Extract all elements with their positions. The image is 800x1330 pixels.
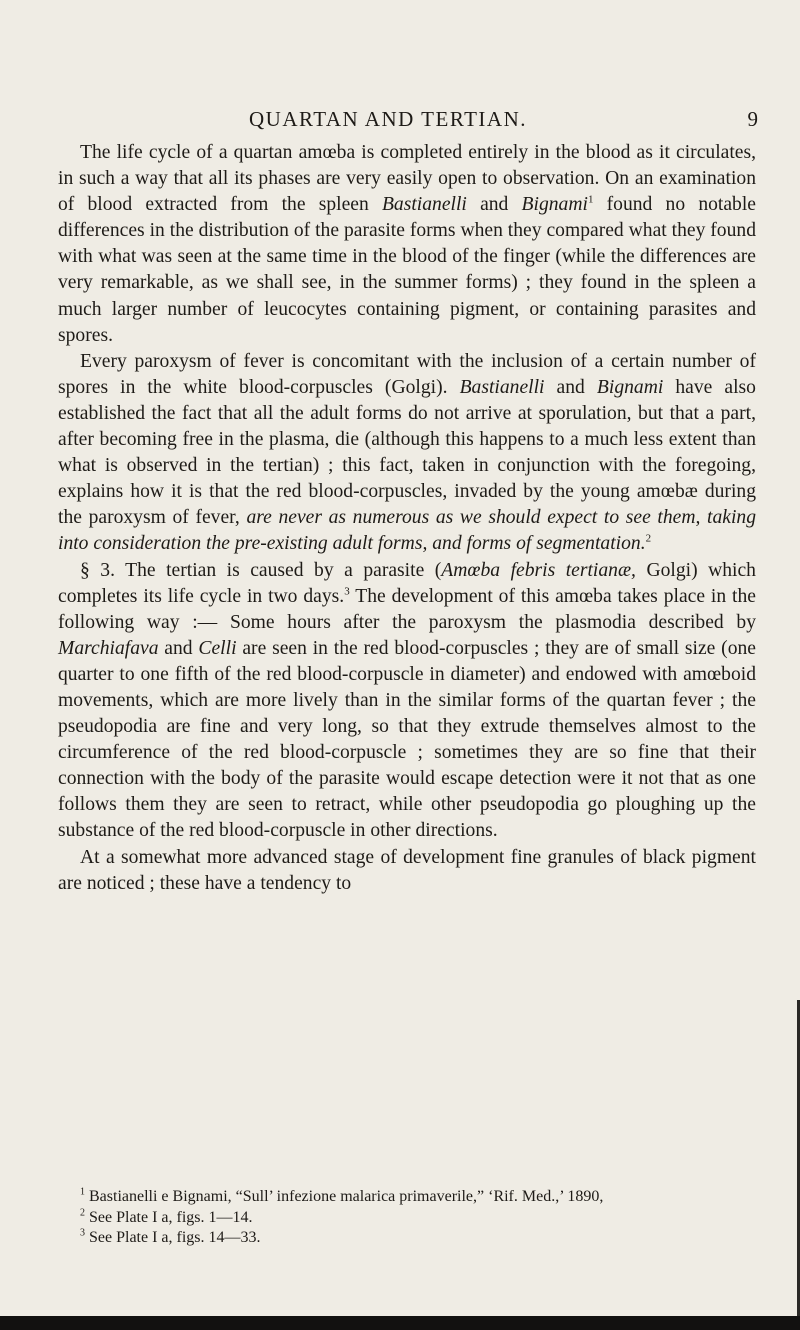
text-run: At a somewhat more advanced stage of development fine granules of black pigment are noticed ; these have a tendency to xyxy=(58,846,756,894)
footnote-ref: 3 xyxy=(344,585,350,598)
running-title: QUARTAN AND TERTIAN. xyxy=(249,107,527,131)
text-run: The life cycle of a quartan amœba is completed entirely in the blood as it circulates, in such a way that all its phases are very easily open to observation. On an examination of blood extracted from the spleen xyxy=(58,142,756,216)
text-run: Every paroxysm of fever is concomitant with the inclusion of a certain number of spores in the white blood-corpuscles (Golgi). xyxy=(58,350,756,398)
paragraph xyxy=(58,349,756,558)
scan-bottom-border xyxy=(0,1316,800,1330)
footnote-mark: 2 xyxy=(80,1207,85,1219)
footnote-ref: 2 xyxy=(645,532,652,545)
footnote xyxy=(58,1187,756,1208)
text-run: have also established the fact that all the adult forms do not arrive at sporulation, but that a part, after becoming free in the plasma, die (although this happens to a much less extent than what is observed in the tertian) ; this fact, taken in conjunction with the foregoing, explains how it is that the red blood-corpuscles, invaded by the young amœbæ during the paroxysm of fever, xyxy=(58,376,756,529)
text-run: § 3. The tertian is caused by a parasite ( xyxy=(80,559,442,581)
paragraph xyxy=(58,558,756,845)
text-run: found no notable differences in the distribution of the parasite forms when they compared what they found with what was seen at the same time in the blood of the finger (while the differences are very remarkable, as we shall see, in the summer forms) ; they found in the spleen a much larger number of leucocytes containing pigment, or containing parasites and spores. xyxy=(58,194,756,346)
italic-text: Bastianelli xyxy=(459,376,545,398)
text-run: and xyxy=(544,376,597,398)
footnote-text: See Plate I a, figs. 14—33. xyxy=(85,1229,261,1246)
text-run: Golgi) which completes its life cycle in two days. xyxy=(58,559,756,607)
page-number: 9 xyxy=(747,107,758,131)
text-run: and xyxy=(466,194,522,216)
text-run: and xyxy=(158,637,199,659)
footnotes xyxy=(58,1187,756,1249)
italic-text: Celli xyxy=(198,637,237,659)
text-run: The development of this amœba takes place in the following way :— Some hours after the paroxysm the plasmodia described by xyxy=(58,585,756,633)
footnote xyxy=(58,1228,756,1249)
running-header xyxy=(58,107,758,137)
footnote-mark: 3 xyxy=(80,1227,85,1239)
italic-text: Bignami xyxy=(596,376,664,398)
italic-text: Marchiafava xyxy=(58,637,159,659)
footnote-ref: 1 xyxy=(587,193,594,206)
italic-text: Bignami xyxy=(521,194,588,216)
italic-text: Amœba febris tertianæ, xyxy=(441,559,636,581)
footnote xyxy=(58,1208,756,1229)
text-run: are seen in the red blood-corpuscles ; they are of small size (one quarter to one fifth of the red blood-corpuscle in diameter) and endowed with amœboid movements, which are more lively than in the similar forms of the quartan fever ; the pseudopodia are fine and very long, so that they extrude themselves almost to the circumference of the red blood-corpuscle ; sometimes they are so fine that their connection with the body of the parasite would escape detection were it not that as one follows them they are seen to retract, while other pseudopodia go ploughing up the substance of the red blood-corpuscle in other directions. xyxy=(58,637,756,842)
footnote-text: See Plate I a, figs. 1—14. xyxy=(85,1208,253,1226)
paragraph xyxy=(58,845,756,897)
italic-text: Bastianelli xyxy=(381,194,467,216)
body-text xyxy=(58,140,756,897)
italic-text: are never as numerous as we should expect to see them, taking into consideration the pre-existing adult forms, and forms of segmentation. xyxy=(58,507,756,555)
footnote-mark: 1 xyxy=(80,1186,85,1198)
footnote-text: Bastianelli e Bignami, “Sull’ infezione malarica primaverile,” ‘Rif. Med.,’ 1890, xyxy=(85,1188,604,1205)
paragraph xyxy=(58,140,756,349)
